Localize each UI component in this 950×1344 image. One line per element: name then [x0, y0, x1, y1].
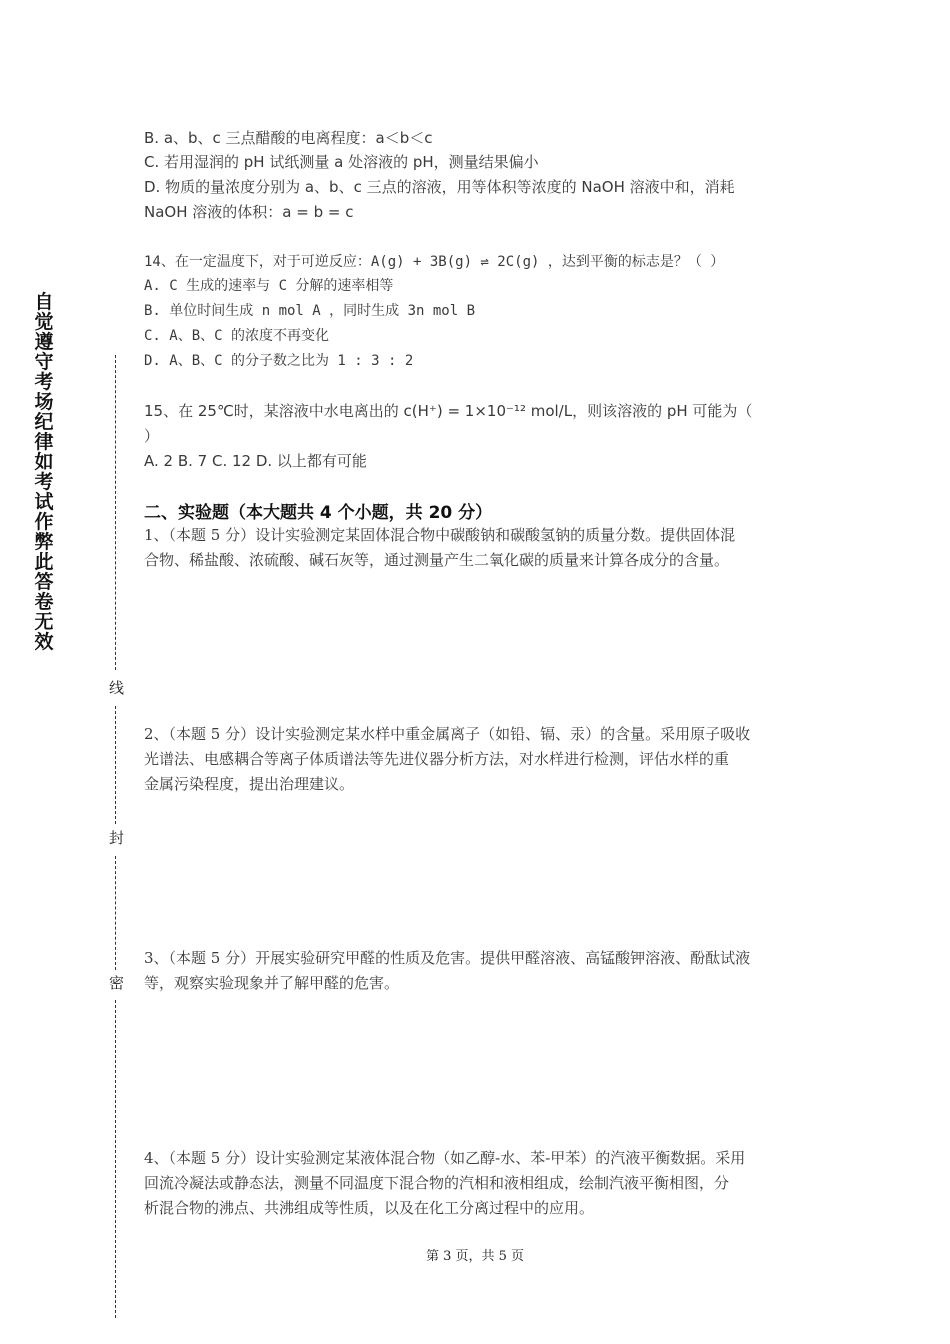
exp4-line3: 析混合物的沸点、共沸组成等性质，以及在化工分离过程中的应用。 [144, 1199, 595, 1217]
exp2-line3: 金属污染程度，提出治理建议。 [144, 775, 355, 793]
exp1-line1: 1、（本题 5 分）设计实验测定某固体混合物中碳酸钠和碳酸氢钠的质量分数。提供固体混 [144, 526, 736, 544]
q14-stem: 14、在一定温度下，对于可逆反应：A(g) + 3B(g) ⇌ 2C(g) ，达到平衡的标志是？（ ） [144, 254, 725, 270]
binding-dashed-line-1 [115, 355, 116, 670]
exp4-line2: 回流冷凝法或静态法，测量不同温度下混合物的汽相和液相组成，绘制汽液平衡相图，分 [144, 1174, 730, 1192]
exp4-line1: 4、（本题 5 分）设计实验测定某液体混合物（如乙醇-水、苯-甲苯）的汽液平衡数据。采用 [144, 1149, 746, 1167]
exp1-line2: 合物、稀盐酸、浓硫酸、碱石灰等，通过测量产生二氧化碳的质量来计算各成分的含量。 [144, 551, 730, 569]
page-number: 第 3 页，共 5 页 [425, 1249, 525, 1264]
q14-option-b: B. 单位时间生成 n mol A ，同时生成 3n mol B [144, 303, 476, 319]
binding-warning: 自觉遵守考场纪律如考试作弊此答卷无效 [34, 291, 54, 653]
q14-option-d: D. A、B、C 的分子数之比为 1 : 3 : 2 [144, 353, 414, 369]
q14-option-a: A. C 生成的速率与 C 分解的速率相等 [144, 278, 394, 294]
q13-option-b: B. a、b、c 三点醋酸的电离程度：a＜b＜c [144, 129, 433, 147]
q13-option-c: C. 若用湿润的 pH 试纸测量 a 处溶液的 pH，测量结果偏小 [144, 153, 539, 171]
binding-label-line: 线 [107, 680, 125, 695]
q15-stem-line1: 15、在 25℃时，某溶液中水电离出的 c(H⁺) = 1×10⁻¹² mol/L，则该溶液的 pH 可能为（ [144, 402, 753, 420]
q15-stem-line2: ） [144, 427, 160, 445]
q14-option-c: C. A、B、C 的浓度不再变化 [144, 328, 330, 344]
binding-label-secret: 密 [107, 975, 125, 990]
exp2-line2: 光谱法、电感耦合等离子体质谱法等先进仪器分析方法，对水样进行检测，评估水样的重 [144, 750, 730, 768]
binding-dashed-line-4 [115, 1000, 116, 1318]
binding-label-seal: 封 [107, 830, 125, 845]
exp2-line1: 2、（本题 5 分）设计实验测定某水样中重金属离子（如铅、镉、汞）的含量。采用原子吸收 [144, 725, 751, 743]
binding-dashed-line-3 [115, 856, 116, 970]
q15-options: A. 2 B. 7 C. 12 D. 以上都有可能 [144, 452, 367, 470]
section-heading: 二、实验题（本大题共 4 个小题，共 20 分） [144, 503, 493, 523]
q13-option-d-line2: NaOH 溶液的体积：a = b = c [144, 203, 354, 221]
exp3-line2: 等，观察实验现象并了解甲醛的危害。 [144, 974, 400, 992]
binding-dashed-line-2 [115, 706, 116, 824]
exp3-line1: 3、（本题 5 分）开展实验研究甲醛的性质及危害。提供甲醛溶液、高锰酸钾溶液、酚酞试液 [144, 949, 751, 967]
q13-option-d-line1: D. 物质的量浓度分别为 a、b、c 三点的溶液，用等体积等浓度的 NaOH 溶液中和，消耗 [144, 178, 735, 196]
